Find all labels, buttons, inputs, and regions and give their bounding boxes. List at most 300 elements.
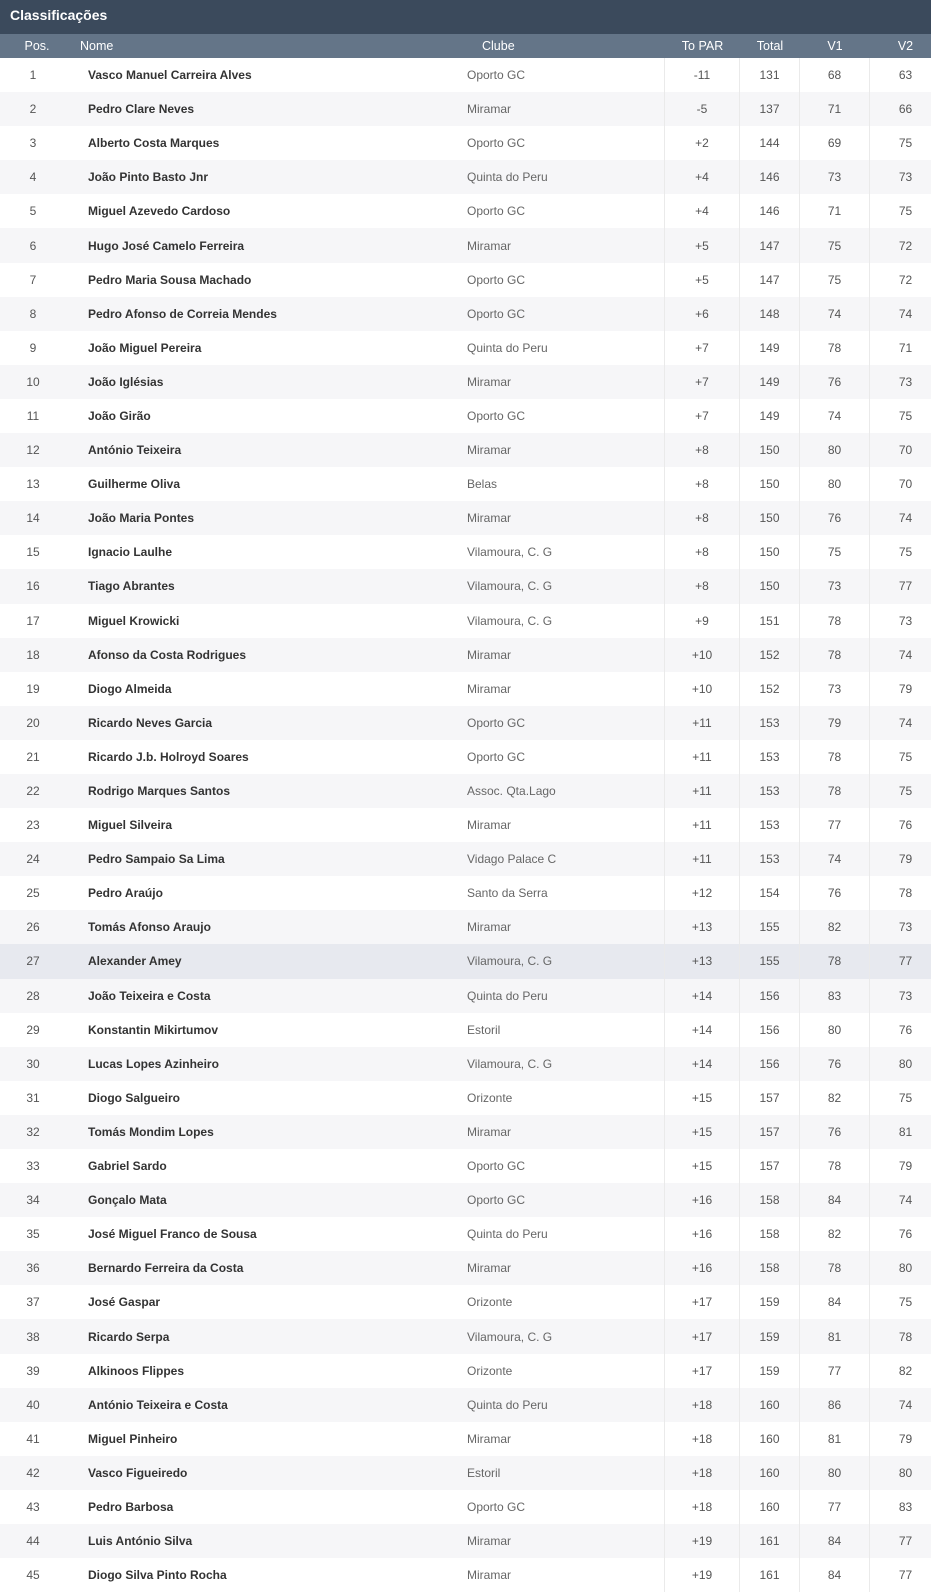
cell-to-par: +8 xyxy=(665,467,740,501)
cell-to-par: +16 xyxy=(665,1217,740,1251)
cell-player-name: Miguel Silveira xyxy=(88,818,173,833)
cell-player-name: Alexander Amey xyxy=(88,954,182,969)
table-row[interactable] xyxy=(0,1251,931,1285)
cell-total: 148 xyxy=(740,297,800,331)
cell-player-name: Diogo Salgueiro xyxy=(88,1090,181,1105)
cell-player-name: Pedro Araújo xyxy=(88,886,163,901)
cell-to-par: +4 xyxy=(665,194,740,228)
cell-position: 4 xyxy=(29,170,37,185)
cell-position: 6 xyxy=(29,238,37,253)
cell-position: 32 xyxy=(26,1124,40,1139)
cell-round-2: 79 xyxy=(898,681,913,696)
table-row[interactable] xyxy=(0,160,931,194)
cell-round-2: 75 xyxy=(898,136,913,151)
cell-round-2: 73 xyxy=(898,170,913,185)
table-row[interactable] xyxy=(0,604,931,638)
cell-player-name: Alkinoos Flippes xyxy=(88,1363,185,1378)
column-header-name[interactable]: Nome xyxy=(80,39,114,53)
cell-round-1: 74 xyxy=(800,297,870,331)
cell-round-2: 74 xyxy=(898,647,913,662)
cell-round-2: 77 xyxy=(898,1568,913,1583)
cell-player-name: Diogo Silva Pinto Rocha xyxy=(88,1568,227,1583)
cell-player-name: João Maria Pontes xyxy=(88,511,195,526)
cell-club: Miramar xyxy=(467,1422,665,1456)
cell-player-name: Pedro Sampaio Sa Lima xyxy=(88,852,225,867)
cell-round-2: 76 xyxy=(898,818,913,833)
cell-club: Vilamoura, C. G xyxy=(467,944,665,978)
cell-to-par: +14 xyxy=(665,1013,740,1047)
cell-player-name: Afonso da Costa Rodrigues xyxy=(88,647,247,662)
table-row[interactable] xyxy=(0,1354,931,1388)
cell-club: Quinta do Peru xyxy=(467,331,665,365)
table-row[interactable] xyxy=(0,399,931,433)
cell-round-1: 75 xyxy=(800,535,870,569)
cell-round-2: 79 xyxy=(898,1159,913,1174)
cell-club: Vidago Palace C xyxy=(467,842,665,876)
cell-round-2: 73 xyxy=(898,988,913,1003)
cell-position: 10 xyxy=(26,374,40,389)
cell-round-2: 75 xyxy=(898,784,913,799)
cell-round-1: 74 xyxy=(800,399,870,433)
cell-position: 14 xyxy=(26,511,40,526)
cell-round-2: 75 xyxy=(898,204,913,219)
cell-player-name: Pedro Afonso de Correia Mendes xyxy=(88,306,277,321)
cell-round-1: 73 xyxy=(800,160,870,194)
cell-total: 153 xyxy=(740,706,800,740)
cell-player-name: Ignacio Laulhe xyxy=(88,545,173,560)
cell-player-name: Tiago Abrantes xyxy=(88,579,175,594)
cell-club: Oporto GC xyxy=(467,1149,665,1183)
cell-position: 27 xyxy=(26,954,40,969)
cell-to-par: +13 xyxy=(665,910,740,944)
table-row[interactable] xyxy=(0,228,931,262)
cell-position: 42 xyxy=(26,1465,40,1480)
cell-round-1: 78 xyxy=(800,604,870,638)
table-row[interactable] xyxy=(0,1115,931,1149)
cell-club: Vilamoura, C. G xyxy=(467,569,665,603)
table-row[interactable] xyxy=(0,1047,931,1081)
table-row[interactable] xyxy=(0,774,931,808)
cell-to-par: +18 xyxy=(665,1388,740,1422)
cell-round-1: 82 xyxy=(800,910,870,944)
table-row[interactable] xyxy=(0,1149,931,1183)
cell-club: Oporto GC xyxy=(467,1183,665,1217)
cell-to-par: +8 xyxy=(665,433,740,467)
table-row[interactable] xyxy=(0,706,931,740)
cell-player-name: Gonçalo Mata xyxy=(88,1193,167,1208)
cell-round-1: 76 xyxy=(800,501,870,535)
cell-position: 3 xyxy=(29,136,37,151)
cell-player-name: José Miguel Franco de Sousa xyxy=(88,1227,257,1242)
column-header-club[interactable]: Clube xyxy=(482,39,515,53)
cell-player-name: João Iglésias xyxy=(88,374,164,389)
cell-position: 45 xyxy=(26,1568,40,1583)
cell-to-par: +6 xyxy=(665,297,740,331)
cell-round-2: 74 xyxy=(898,306,913,321)
cell-player-name: Gabriel Sardo xyxy=(88,1159,167,1174)
table-row[interactable] xyxy=(0,1183,931,1217)
cell-position: 35 xyxy=(26,1227,40,1242)
column-header-to-par[interactable]: To PAR xyxy=(681,39,724,53)
cell-player-name: Rodrigo Marques Santos xyxy=(88,784,231,799)
cell-to-par: +15 xyxy=(665,1115,740,1149)
table-row[interactable] xyxy=(0,126,931,160)
cell-round-2: 72 xyxy=(898,238,913,253)
cell-to-par: +11 xyxy=(665,740,740,774)
cell-to-par: +7 xyxy=(665,365,740,399)
cell-club: Vilamoura, C. G xyxy=(467,1319,665,1353)
cell-total: 159 xyxy=(740,1319,800,1353)
cell-club: Miramar xyxy=(467,638,665,672)
cell-to-par: +11 xyxy=(665,774,740,808)
cell-player-name: Bernardo Ferreira da Costa xyxy=(88,1261,244,1276)
cell-round-2: 73 xyxy=(898,613,913,628)
cell-club: Quinta do Peru xyxy=(467,1217,665,1251)
table-row[interactable] xyxy=(0,808,931,842)
cell-player-name: João Miguel Pereira xyxy=(88,340,202,355)
cell-round-1: 74 xyxy=(800,842,870,876)
cell-to-par: -5 xyxy=(665,92,740,126)
cell-round-2: 76 xyxy=(898,1227,913,1242)
cell-club: Miramar xyxy=(467,1115,665,1149)
cell-round-1: 75 xyxy=(800,228,870,262)
cell-to-par: +11 xyxy=(665,808,740,842)
cell-club: Miramar xyxy=(467,1524,665,1558)
table-row[interactable] xyxy=(0,944,931,978)
cell-round-1: 77 xyxy=(800,1354,870,1388)
cell-round-1: 80 xyxy=(800,1013,870,1047)
cell-club: Assoc. Qta.Lago xyxy=(467,774,665,808)
cell-round-2: 81 xyxy=(898,1124,913,1139)
table-row[interactable] xyxy=(0,1422,931,1456)
cell-round-2: 74 xyxy=(898,715,913,730)
cell-total: 150 xyxy=(740,569,800,603)
cell-to-par: +15 xyxy=(665,1081,740,1115)
table-row[interactable] xyxy=(0,740,931,774)
cell-total: 146 xyxy=(740,194,800,228)
table-row[interactable] xyxy=(0,263,931,297)
table-row[interactable] xyxy=(0,1558,931,1592)
cell-round-2: 83 xyxy=(898,1499,913,1514)
cell-round-1: 83 xyxy=(800,979,870,1013)
cell-player-name: Vasco Figueiredo xyxy=(88,1465,188,1480)
cell-player-name: António Teixeira e Costa xyxy=(88,1397,228,1412)
cell-round-1: 77 xyxy=(800,1490,870,1524)
cell-club: Oporto GC xyxy=(467,263,665,297)
cell-position: 41 xyxy=(26,1431,40,1446)
table-row[interactable] xyxy=(0,501,931,535)
table-row[interactable] xyxy=(0,194,931,228)
cell-player-name: José Gaspar xyxy=(88,1295,161,1310)
cell-round-1: 84 xyxy=(800,1524,870,1558)
cell-player-name: Lucas Lopes Azinheiro xyxy=(88,1056,219,1071)
cell-club: Oporto GC xyxy=(467,126,665,160)
cell-to-par: +18 xyxy=(665,1422,740,1456)
table-row[interactable] xyxy=(0,638,931,672)
cell-position: 11 xyxy=(26,408,40,423)
cell-round-2: 72 xyxy=(898,272,913,287)
column-header-v1[interactable]: V1 xyxy=(827,39,843,53)
cell-club: Vilamoura, C. G xyxy=(467,1047,665,1081)
table-row[interactable] xyxy=(0,1388,931,1422)
cell-player-name: Tomás Mondim Lopes xyxy=(88,1124,214,1139)
cell-to-par: +5 xyxy=(665,228,740,262)
cell-total: 131 xyxy=(740,58,800,92)
table-row[interactable] xyxy=(0,58,931,92)
cell-position: 28 xyxy=(26,988,40,1003)
table-row[interactable] xyxy=(0,979,931,1013)
cell-round-1: 78 xyxy=(800,740,870,774)
cell-round-2: 74 xyxy=(898,1193,913,1208)
cell-player-name: António Teixeira xyxy=(88,443,182,458)
cell-to-par: +7 xyxy=(665,399,740,433)
cell-position: 8 xyxy=(29,306,37,321)
cell-round-1: 82 xyxy=(800,1217,870,1251)
cell-total: 146 xyxy=(740,160,800,194)
cell-to-par: +11 xyxy=(665,842,740,876)
cell-player-name: Ricardo Serpa xyxy=(88,1329,170,1344)
column-header-pos[interactable]: Pos. xyxy=(24,39,50,53)
cell-round-1: 78 xyxy=(800,331,870,365)
cell-position: 26 xyxy=(26,920,40,935)
cell-club: Vilamoura, C. G xyxy=(467,604,665,638)
cell-round-2: 71 xyxy=(898,340,913,355)
cell-club: Vilamoura, C. G xyxy=(467,535,665,569)
cell-round-2: 79 xyxy=(898,1431,913,1446)
column-header-v2[interactable]: V2 xyxy=(897,39,914,53)
cell-player-name: Vasco Manuel Carreira Alves xyxy=(88,68,252,83)
cell-round-1: 81 xyxy=(800,1319,870,1353)
cell-position: 2 xyxy=(29,102,37,117)
cell-round-2: 77 xyxy=(898,954,913,969)
cell-total: 153 xyxy=(740,740,800,774)
cell-to-par: +8 xyxy=(665,569,740,603)
cell-round-1: 79 xyxy=(800,706,870,740)
table-row[interactable] xyxy=(0,1456,931,1490)
cell-club: Quinta do Peru xyxy=(467,979,665,1013)
cell-position: 1 xyxy=(29,68,37,83)
cell-position: 37 xyxy=(26,1295,40,1310)
cell-position: 29 xyxy=(26,1022,40,1037)
cell-round-2: 80 xyxy=(898,1465,913,1480)
cell-player-name: Pedro Maria Sousa Machado xyxy=(88,272,252,287)
cell-total: 147 xyxy=(740,228,800,262)
cell-to-par: +11 xyxy=(665,706,740,740)
cell-club: Miramar xyxy=(467,501,665,535)
cell-total: 153 xyxy=(740,808,800,842)
cell-total: 153 xyxy=(740,774,800,808)
cell-to-par: +14 xyxy=(665,1047,740,1081)
cell-total: 154 xyxy=(740,876,800,910)
cell-total: 150 xyxy=(740,433,800,467)
table-row[interactable] xyxy=(0,1217,931,1251)
cell-total: 149 xyxy=(740,365,800,399)
table-row[interactable] xyxy=(0,569,931,603)
cell-player-name: Miguel Krowicki xyxy=(88,613,180,628)
cell-to-par: +9 xyxy=(665,604,740,638)
table-row[interactable] xyxy=(0,1490,931,1524)
cell-club: Miramar xyxy=(467,808,665,842)
cell-round-1: 77 xyxy=(800,808,870,842)
cell-to-par: +18 xyxy=(665,1456,740,1490)
cell-round-2: 70 xyxy=(898,443,913,458)
cell-to-par: +19 xyxy=(665,1524,740,1558)
cell-club: Miramar xyxy=(467,910,665,944)
cell-total: 156 xyxy=(740,1013,800,1047)
cell-position: 18 xyxy=(26,647,40,662)
cell-total: 157 xyxy=(740,1115,800,1149)
table-row[interactable] xyxy=(0,1081,931,1115)
cell-total: 156 xyxy=(740,1047,800,1081)
table-row[interactable] xyxy=(0,1524,931,1558)
cell-round-2: 82 xyxy=(898,1363,913,1378)
table-row[interactable] xyxy=(0,433,931,467)
cell-player-name: Tomás Afonso Araujo xyxy=(88,920,211,935)
cell-total: 153 xyxy=(740,842,800,876)
cell-player-name: Diogo Almeida xyxy=(88,681,172,696)
cell-club: Miramar xyxy=(467,365,665,399)
cell-to-par: +4 xyxy=(665,160,740,194)
cell-position: 13 xyxy=(26,477,40,492)
cell-to-par: +15 xyxy=(665,1149,740,1183)
cell-club: Miramar xyxy=(467,433,665,467)
cell-club: Oporto GC xyxy=(467,1490,665,1524)
cell-round-2: 74 xyxy=(898,511,913,526)
cell-position: 22 xyxy=(26,784,40,799)
table-row[interactable] xyxy=(0,92,931,126)
cell-round-1: 76 xyxy=(800,876,870,910)
column-header-total[interactable]: Total xyxy=(756,39,784,53)
cell-player-name: Pedro Clare Neves xyxy=(88,102,195,117)
cell-player-name: João Girão xyxy=(88,408,151,423)
cell-club: Estoril xyxy=(467,1456,665,1490)
table-row[interactable] xyxy=(0,842,931,876)
cell-total: 161 xyxy=(740,1558,800,1592)
cell-position: 34 xyxy=(26,1193,40,1208)
cell-round-2: 77 xyxy=(898,579,913,594)
cell-player-name: Ricardo Neves Garcia xyxy=(88,715,213,730)
cell-round-1: 76 xyxy=(800,1115,870,1149)
cell-round-2: 63 xyxy=(898,68,913,83)
cell-position: 21 xyxy=(26,749,40,764)
cell-round-2: 75 xyxy=(898,1090,913,1105)
cell-position: 36 xyxy=(26,1261,40,1276)
cell-position: 38 xyxy=(26,1329,40,1344)
cell-round-1: 78 xyxy=(800,638,870,672)
cell-to-par: +17 xyxy=(665,1319,740,1353)
cell-round-1: 76 xyxy=(800,1047,870,1081)
cell-position: 20 xyxy=(26,715,40,730)
cell-round-1: 78 xyxy=(800,1251,870,1285)
table-row[interactable] xyxy=(0,1319,931,1353)
cell-total: 151 xyxy=(740,604,800,638)
table-row[interactable] xyxy=(0,365,931,399)
cell-total: 158 xyxy=(740,1183,800,1217)
cell-round-1: 71 xyxy=(800,92,870,126)
cell-to-par: +8 xyxy=(665,535,740,569)
cell-round-2: 78 xyxy=(898,886,913,901)
cell-to-par: -11 xyxy=(665,58,740,92)
cell-position: 30 xyxy=(26,1056,40,1071)
table-row[interactable] xyxy=(0,672,931,706)
cell-round-1: 84 xyxy=(800,1558,870,1592)
cell-player-name: Miguel Pinheiro xyxy=(88,1431,178,1446)
table-row[interactable] xyxy=(0,910,931,944)
cell-to-par: +12 xyxy=(665,876,740,910)
cell-position: 16 xyxy=(26,579,40,594)
cell-round-2: 70 xyxy=(898,477,913,492)
cell-total: 159 xyxy=(740,1285,800,1319)
cell-position: 17 xyxy=(26,613,40,628)
cell-position: 12 xyxy=(26,443,40,458)
cell-to-par: +10 xyxy=(665,672,740,706)
cell-club: Belas xyxy=(467,467,665,501)
table-row[interactable] xyxy=(0,331,931,365)
cell-round-1: 71 xyxy=(800,194,870,228)
cell-round-2: 75 xyxy=(898,749,913,764)
cell-round-1: 75 xyxy=(800,263,870,297)
cell-position: 24 xyxy=(26,852,40,867)
cell-position: 40 xyxy=(26,1397,40,1412)
cell-player-name: Luis António Silva xyxy=(88,1534,193,1549)
cell-club: Orizonte xyxy=(467,1354,665,1388)
cell-position: 5 xyxy=(29,204,37,219)
cell-total: 157 xyxy=(740,1149,800,1183)
cell-to-par: +13 xyxy=(665,944,740,978)
cell-to-par: +18 xyxy=(665,1490,740,1524)
cell-player-name: Alberto Costa Marques xyxy=(88,136,220,151)
cell-total: 147 xyxy=(740,263,800,297)
cell-position: 31 xyxy=(26,1090,40,1105)
cell-total: 158 xyxy=(740,1251,800,1285)
table-row[interactable] xyxy=(0,1013,931,1047)
cell-total: 137 xyxy=(740,92,800,126)
cell-to-par: +8 xyxy=(665,501,740,535)
cell-club: Miramar xyxy=(467,1558,665,1592)
cell-total: 155 xyxy=(740,944,800,978)
cell-to-par: +5 xyxy=(665,263,740,297)
cell-total: 157 xyxy=(740,1081,800,1115)
cell-to-par: +17 xyxy=(665,1354,740,1388)
table-row[interactable] xyxy=(0,297,931,331)
cell-to-par: +10 xyxy=(665,638,740,672)
cell-total: 156 xyxy=(740,979,800,1013)
table-row[interactable] xyxy=(0,1285,931,1319)
cell-round-2: 75 xyxy=(898,545,913,560)
cell-position: 25 xyxy=(26,886,40,901)
cell-club: Oporto GC xyxy=(467,399,665,433)
cell-total: 160 xyxy=(740,1490,800,1524)
cell-club: Oporto GC xyxy=(467,194,665,228)
cell-club: Quinta do Peru xyxy=(467,160,665,194)
cell-player-name: João Pinto Basto Jnr xyxy=(88,170,209,185)
table-header xyxy=(0,34,931,58)
cell-round-1: 69 xyxy=(800,126,870,160)
cell-total: 149 xyxy=(740,331,800,365)
cell-round-1: 80 xyxy=(800,467,870,501)
table-row[interactable] xyxy=(0,876,931,910)
cell-player-name: Pedro Barbosa xyxy=(88,1499,174,1514)
cell-to-par: +2 xyxy=(665,126,740,160)
cell-total: 161 xyxy=(740,1524,800,1558)
table-row[interactable] xyxy=(0,467,931,501)
standings-table xyxy=(0,58,931,1592)
cell-round-2: 73 xyxy=(898,374,913,389)
table-row[interactable] xyxy=(0,535,931,569)
cell-total: 149 xyxy=(740,399,800,433)
cell-total: 150 xyxy=(740,535,800,569)
cell-round-1: 73 xyxy=(800,672,870,706)
